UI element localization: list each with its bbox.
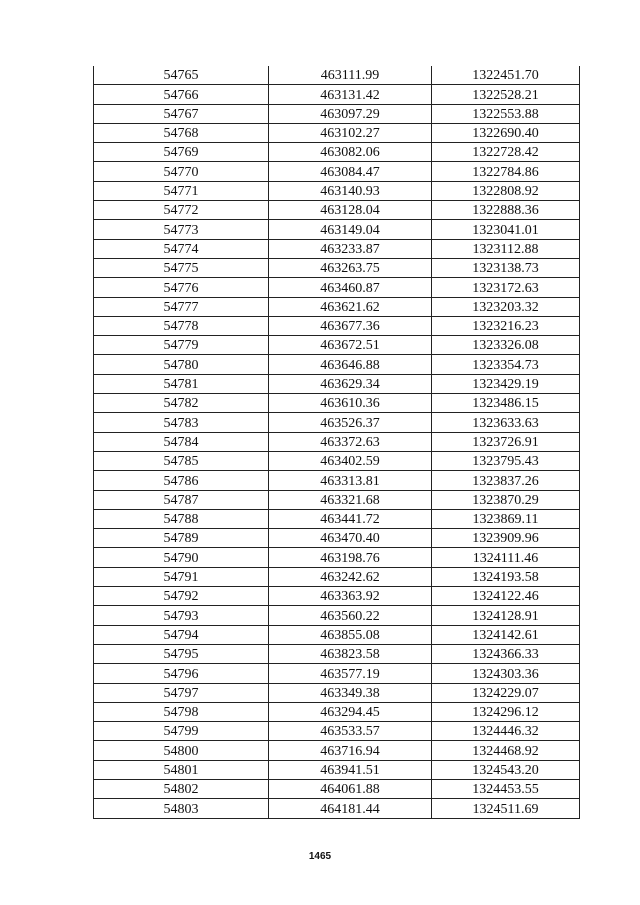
- y-coordinate-cell: 1323326.08: [432, 336, 580, 355]
- y-coordinate-cell: 1322888.36: [432, 201, 580, 220]
- table-row: [94, 587, 580, 606]
- x-coordinate-cell: 463646.88: [269, 355, 432, 374]
- y-coordinate-cell: 1324543.20: [432, 760, 580, 779]
- point-id-cell: 54801: [94, 760, 269, 779]
- table-row: [94, 413, 580, 432]
- y-coordinate-cell: 1324128.91: [432, 606, 580, 625]
- x-coordinate-cell: 463577.19: [269, 664, 432, 683]
- table-row: [94, 471, 580, 490]
- point-id-cell: 54797: [94, 683, 269, 702]
- x-coordinate-cell: 463233.87: [269, 239, 432, 258]
- x-coordinate-cell: 463441.72: [269, 509, 432, 528]
- x-coordinate-cell: 463823.58: [269, 644, 432, 663]
- x-coordinate-cell: 463621.62: [269, 297, 432, 316]
- x-coordinate-cell: 463111.99: [269, 66, 432, 85]
- point-id-cell: 54796: [94, 664, 269, 683]
- y-coordinate-cell: 1322728.42: [432, 143, 580, 162]
- x-coordinate-cell: 463526.37: [269, 413, 432, 432]
- x-coordinate-cell: 463855.08: [269, 625, 432, 644]
- x-coordinate-cell: 463149.04: [269, 220, 432, 239]
- point-id-cell: 54792: [94, 587, 269, 606]
- point-id-cell: 54781: [94, 374, 269, 393]
- y-coordinate-cell: 1323837.26: [432, 471, 580, 490]
- table-row: [94, 702, 580, 721]
- point-id-cell: 54803: [94, 799, 269, 818]
- x-coordinate-cell: 463198.76: [269, 548, 432, 567]
- table-row: [94, 85, 580, 104]
- y-coordinate-cell: 1322451.70: [432, 66, 580, 85]
- x-coordinate-cell: 463716.94: [269, 741, 432, 760]
- table-row: [94, 278, 580, 297]
- coordinate-table-body: [94, 66, 580, 818]
- table-row: [94, 606, 580, 625]
- point-id-cell: 54777: [94, 297, 269, 316]
- page-number: 1465: [308, 851, 332, 862]
- table-row: [94, 316, 580, 335]
- x-coordinate-cell: 463321.68: [269, 490, 432, 509]
- x-coordinate-cell: 463294.45: [269, 702, 432, 721]
- table-row: [94, 625, 580, 644]
- x-coordinate-cell: 463470.40: [269, 529, 432, 548]
- y-coordinate-cell: 1324303.36: [432, 664, 580, 683]
- point-id-cell: 54765: [94, 66, 269, 85]
- x-coordinate-cell: 463140.93: [269, 181, 432, 200]
- x-coordinate-cell: 463372.63: [269, 432, 432, 451]
- point-id-cell: 54780: [94, 355, 269, 374]
- y-coordinate-cell: 1322808.92: [432, 181, 580, 200]
- point-id-cell: 54767: [94, 104, 269, 123]
- point-id-cell: 54769: [94, 143, 269, 162]
- point-id-cell: 54766: [94, 85, 269, 104]
- y-coordinate-cell: 1323172.63: [432, 278, 580, 297]
- coordinate-table: [93, 66, 580, 819]
- table-row: [94, 567, 580, 586]
- table-row: [94, 374, 580, 393]
- table-row: [94, 239, 580, 258]
- table-row: [94, 451, 580, 470]
- y-coordinate-cell: 1322528.21: [432, 85, 580, 104]
- y-coordinate-cell: 1323909.96: [432, 529, 580, 548]
- y-coordinate-cell: 1323041.01: [432, 220, 580, 239]
- x-coordinate-cell: 463677.36: [269, 316, 432, 335]
- table-row: [94, 143, 580, 162]
- point-id-cell: 54802: [94, 779, 269, 798]
- point-id-cell: 54775: [94, 258, 269, 277]
- table-row: [94, 162, 580, 181]
- y-coordinate-cell: 1323486.15: [432, 394, 580, 413]
- table-row: [94, 760, 580, 779]
- point-id-cell: 54782: [94, 394, 269, 413]
- y-coordinate-cell: 1323138.73: [432, 258, 580, 277]
- table-row: [94, 664, 580, 683]
- point-id-cell: 54800: [94, 741, 269, 760]
- table-row: [94, 509, 580, 528]
- point-id-cell: 54795: [94, 644, 269, 663]
- point-id-cell: 54770: [94, 162, 269, 181]
- table-row: [94, 394, 580, 413]
- point-id-cell: 54768: [94, 123, 269, 142]
- table-row: [94, 644, 580, 663]
- y-coordinate-cell: 1323633.63: [432, 413, 580, 432]
- x-coordinate-cell: 463084.47: [269, 162, 432, 181]
- point-id-cell: 54789: [94, 529, 269, 548]
- x-coordinate-cell: 463672.51: [269, 336, 432, 355]
- x-coordinate-cell: 463082.06: [269, 143, 432, 162]
- x-coordinate-cell: 463242.62: [269, 567, 432, 586]
- point-id-cell: 54791: [94, 567, 269, 586]
- y-coordinate-cell: 1323429.19: [432, 374, 580, 393]
- y-coordinate-cell: 1322690.40: [432, 123, 580, 142]
- table-row: [94, 181, 580, 200]
- point-id-cell: 54787: [94, 490, 269, 509]
- y-coordinate-cell: 1323216.23: [432, 316, 580, 335]
- table-row: [94, 779, 580, 798]
- y-coordinate-cell: 1324111.46: [432, 548, 580, 567]
- table-row: [94, 548, 580, 567]
- x-coordinate-cell: 463460.87: [269, 278, 432, 297]
- point-id-cell: 54785: [94, 451, 269, 470]
- y-coordinate-cell: 1323869.11: [432, 509, 580, 528]
- x-coordinate-cell: 463102.27: [269, 123, 432, 142]
- y-coordinate-cell: 1323870.29: [432, 490, 580, 509]
- x-coordinate-cell: 463560.22: [269, 606, 432, 625]
- point-id-cell: 54784: [94, 432, 269, 451]
- point-id-cell: 54790: [94, 548, 269, 567]
- table-row: [94, 490, 580, 509]
- y-coordinate-cell: 1324453.55: [432, 779, 580, 798]
- table-row: [94, 336, 580, 355]
- table-row: [94, 355, 580, 374]
- y-coordinate-cell: 1323354.73: [432, 355, 580, 374]
- y-coordinate-cell: 1324446.32: [432, 722, 580, 741]
- x-coordinate-cell: 464061.88: [269, 779, 432, 798]
- y-coordinate-cell: 1323112.88: [432, 239, 580, 258]
- x-coordinate-cell: 463941.51: [269, 760, 432, 779]
- point-id-cell: 54779: [94, 336, 269, 355]
- x-coordinate-cell: 463629.34: [269, 374, 432, 393]
- point-id-cell: 54788: [94, 509, 269, 528]
- table-row: [94, 66, 580, 85]
- table-row: [94, 258, 580, 277]
- table-row: [94, 201, 580, 220]
- point-id-cell: 54798: [94, 702, 269, 721]
- y-coordinate-cell: 1322553.88: [432, 104, 580, 123]
- table-row: [94, 722, 580, 741]
- point-id-cell: 54786: [94, 471, 269, 490]
- x-coordinate-cell: 463313.81: [269, 471, 432, 490]
- table-row: [94, 220, 580, 239]
- y-coordinate-cell: 1322784.86: [432, 162, 580, 181]
- table-row: [94, 683, 580, 702]
- point-id-cell: 54772: [94, 201, 269, 220]
- y-coordinate-cell: 1324366.33: [432, 644, 580, 663]
- x-coordinate-cell: 463131.42: [269, 85, 432, 104]
- y-coordinate-cell: 1324296.12: [432, 702, 580, 721]
- x-coordinate-cell: 463533.57: [269, 722, 432, 741]
- point-id-cell: 54774: [94, 239, 269, 258]
- x-coordinate-cell: 463610.36: [269, 394, 432, 413]
- point-id-cell: 54776: [94, 278, 269, 297]
- table-row: [94, 432, 580, 451]
- table-row: [94, 104, 580, 123]
- x-coordinate-cell: 464181.44: [269, 799, 432, 818]
- point-id-cell: 54783: [94, 413, 269, 432]
- table-row: [94, 799, 580, 818]
- x-coordinate-cell: 463363.92: [269, 587, 432, 606]
- table-row: [94, 741, 580, 760]
- y-coordinate-cell: 1323795.43: [432, 451, 580, 470]
- y-coordinate-cell: 1324229.07: [432, 683, 580, 702]
- y-coordinate-cell: 1324511.69: [432, 799, 580, 818]
- table-row: [94, 529, 580, 548]
- y-coordinate-cell: 1324122.46: [432, 587, 580, 606]
- point-id-cell: 54793: [94, 606, 269, 625]
- y-coordinate-cell: 1324193.58: [432, 567, 580, 586]
- y-coordinate-cell: 1324142.61: [432, 625, 580, 644]
- point-id-cell: 54794: [94, 625, 269, 644]
- y-coordinate-cell: 1323203.32: [432, 297, 580, 316]
- x-coordinate-cell: 463263.75: [269, 258, 432, 277]
- x-coordinate-cell: 463349.38: [269, 683, 432, 702]
- y-coordinate-cell: 1323726.91: [432, 432, 580, 451]
- point-id-cell: 54778: [94, 316, 269, 335]
- point-id-cell: 54771: [94, 181, 269, 200]
- table-row: [94, 297, 580, 316]
- x-coordinate-cell: 463128.04: [269, 201, 432, 220]
- point-id-cell: 54799: [94, 722, 269, 741]
- x-coordinate-cell: 463402.59: [269, 451, 432, 470]
- table-row: [94, 123, 580, 142]
- x-coordinate-cell: 463097.29: [269, 104, 432, 123]
- point-id-cell: 54773: [94, 220, 269, 239]
- y-coordinate-cell: 1324468.92: [432, 741, 580, 760]
